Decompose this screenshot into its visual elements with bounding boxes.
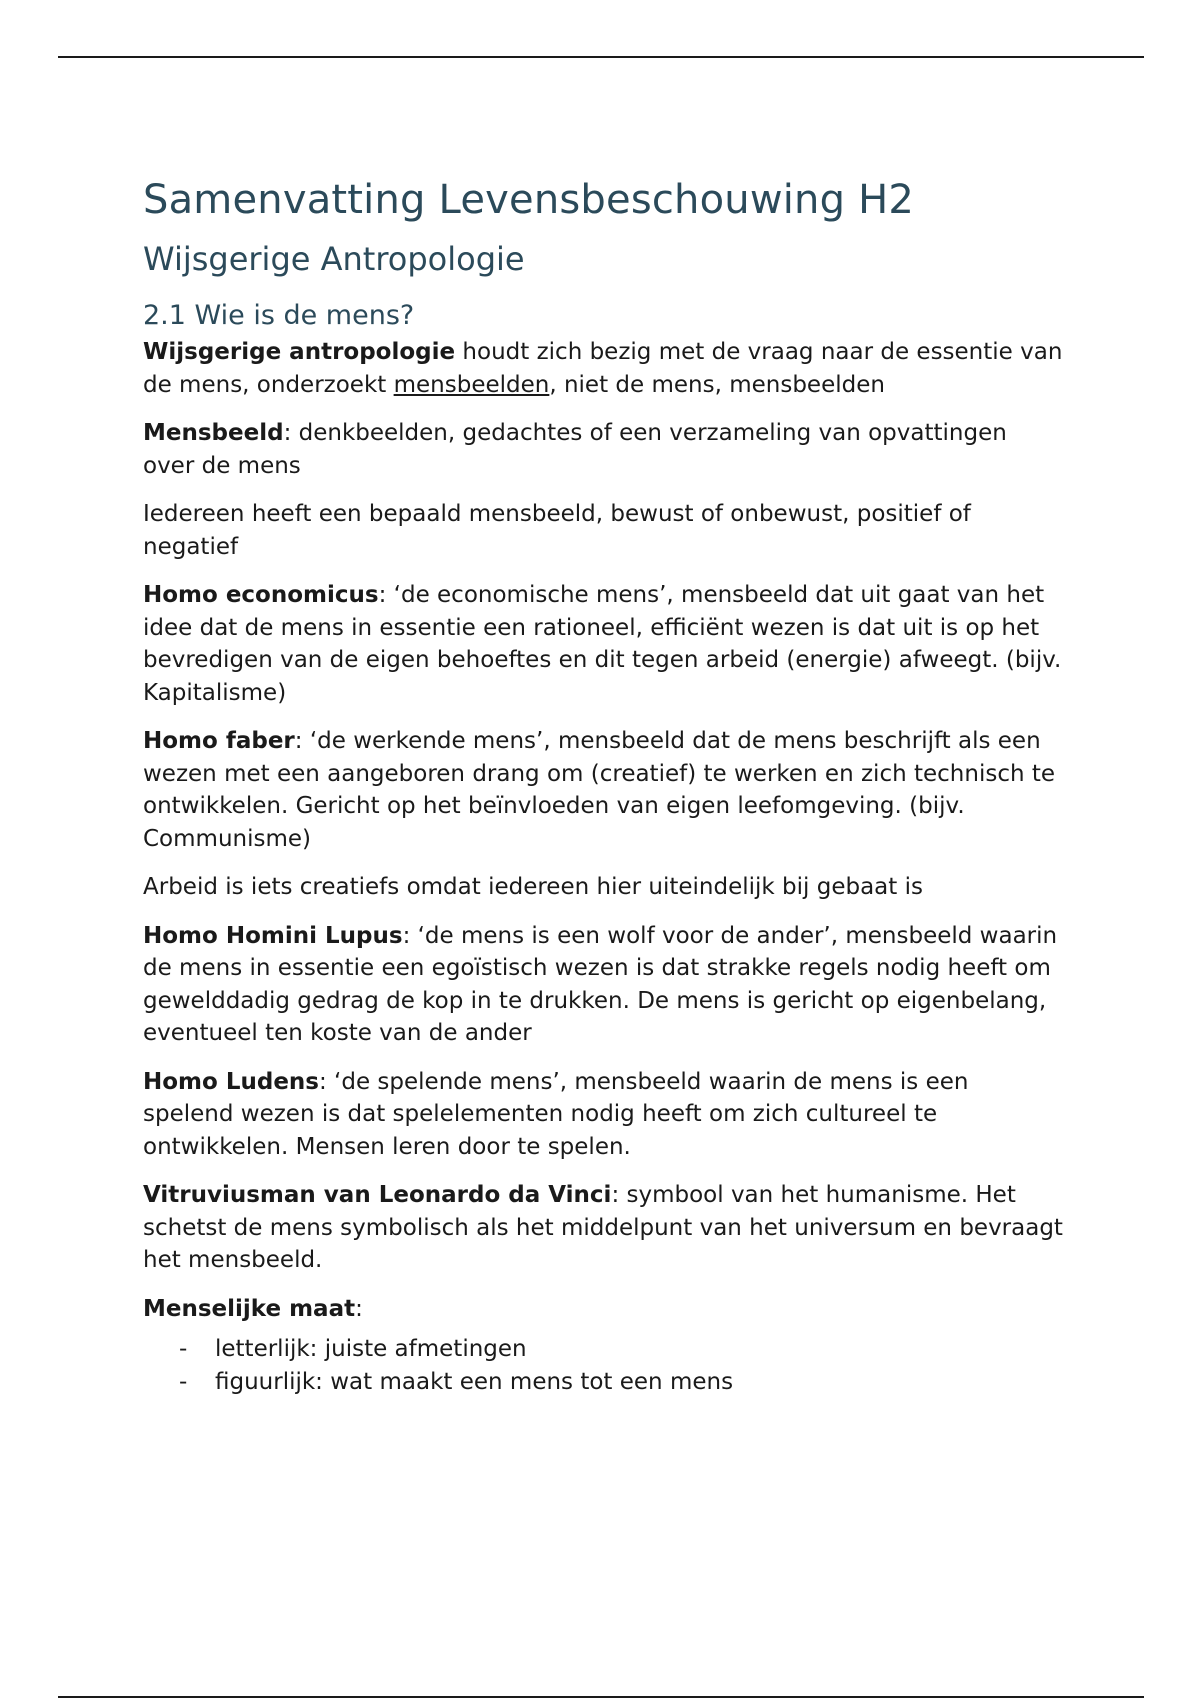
paragraph-homo-ludens [143, 1066, 1063, 1164]
term-homo-faber: Homo faber [143, 728, 295, 754]
paragraph-text: Arbeid is iets creatiefs omdat iedereen hier uiteindelijk bij gebaat is [143, 874, 923, 900]
top-rule [58, 56, 1144, 58]
document-body [143, 172, 1063, 1398]
paragraph-text: , niet de mens, mensbeelden [549, 371, 885, 398]
paragraph-vitruviusman [143, 1179, 1063, 1277]
paragraph-text: houdt zich bezig met de vraag naar de essentie van de mens, onderzoekt [143, 339, 1063, 398]
paragraph-wijsgerige-antropologie [143, 336, 1063, 401]
paragraph-homo-economicus [143, 579, 1063, 709]
term-homo-economicus: Homo economicus [143, 582, 379, 608]
list-item-text: letterlijk: juiste afmetingen [215, 1336, 527, 1362]
list-item-text: figuurlijk: wat maakt een mens tot een mens [215, 1368, 734, 1395]
term-menselijke-maat: Menselijke maat [143, 1295, 356, 1322]
term-homo-homini-lupus: Homo Homini Lupus [143, 922, 403, 949]
term-wijsgerige-antropologie: Wijsgerige antropologie [143, 339, 456, 365]
paragraph-text: Iedereen heeft een bepaald mensbeeld, bewust of onbewust, positief of negatief [143, 501, 971, 560]
paragraph-text: : denkbeelden, gedachtes of een verzameling van opvattingen over de mens [143, 420, 1007, 479]
paragraph-text: : ‘de economische mens’, mensbeeld dat uit gaat van het idee dat de mens in essentie een rationeel, efficiënt wezen is dat uit is op het bevredigen van de eigen behoeftes en dit tegen arbeid (energie) afweegt. (bijv. Kapitalisme) [143, 582, 1062, 706]
paragraph-text: : symbool van het humanisme. Het schetst de mens symbolisch als het middelpunt van het universum en bevraagt het mensbeeld. [143, 1182, 1063, 1273]
paragraph-mensbeeld [143, 417, 1063, 482]
bottom-rule [58, 1696, 1144, 1698]
paragraph-menselijke-maat [143, 1293, 1063, 1326]
paragraph-text: : ‘de mens is een wolf voor de ander’, mensbeeld waarin de mens in essentie een egoïstisch wezen is dat strakke regels nodig heeft om gewelddadig gedrag de kop in te drukken. De mens is gericht op eigenbelang, eventueel ten koste van de ander [143, 922, 1058, 1046]
list-item [143, 1366, 1063, 1399]
term-homo-ludens: Homo Ludens [143, 1068, 319, 1095]
paragraph-iedereen [143, 498, 1063, 563]
subsection-heading: 2.1 Wie is de mens? [143, 300, 415, 331]
underlined-mensbeelden: mensbeelden [393, 371, 550, 398]
paragraph-text: : ‘de werkende mens’, mensbeeld dat de mens beschrijft als een wezen met een aangeboren drang om (creatief) te werken en zich technisch te ontwikkelen. Gericht op het beïnvloeden van eigen leefomgeving. (bijv. Communisme) [143, 728, 1056, 852]
paragraph-homo-faber [143, 725, 1063, 855]
document-title: Samenvatting Levensbeschouwing H2 [143, 177, 915, 223]
term-vitruviusman: Vitruviusman van Leonardo da Vinci [143, 1182, 612, 1208]
menselijke-maat-list [143, 1333, 1063, 1398]
list-bullet: - [179, 1336, 188, 1362]
list-bullet: - [179, 1368, 188, 1395]
paragraph-text: : [355, 1295, 363, 1322]
term-mensbeeld: Mensbeeld [143, 420, 284, 446]
paragraph-text: : ‘de spelende mens’, mensbeeld waarin de mens is een spelend wezen is dat spelelementen nodig heeft om zich cultureel te ontwikkelen. Mensen leren door te spelen. [143, 1068, 969, 1160]
paragraph-homo-homini-lupus [143, 920, 1063, 1050]
section-heading: Wijsgerige Antropologie [143, 240, 525, 278]
paragraph-arbeid [143, 871, 1063, 904]
list-item [143, 1333, 1063, 1366]
